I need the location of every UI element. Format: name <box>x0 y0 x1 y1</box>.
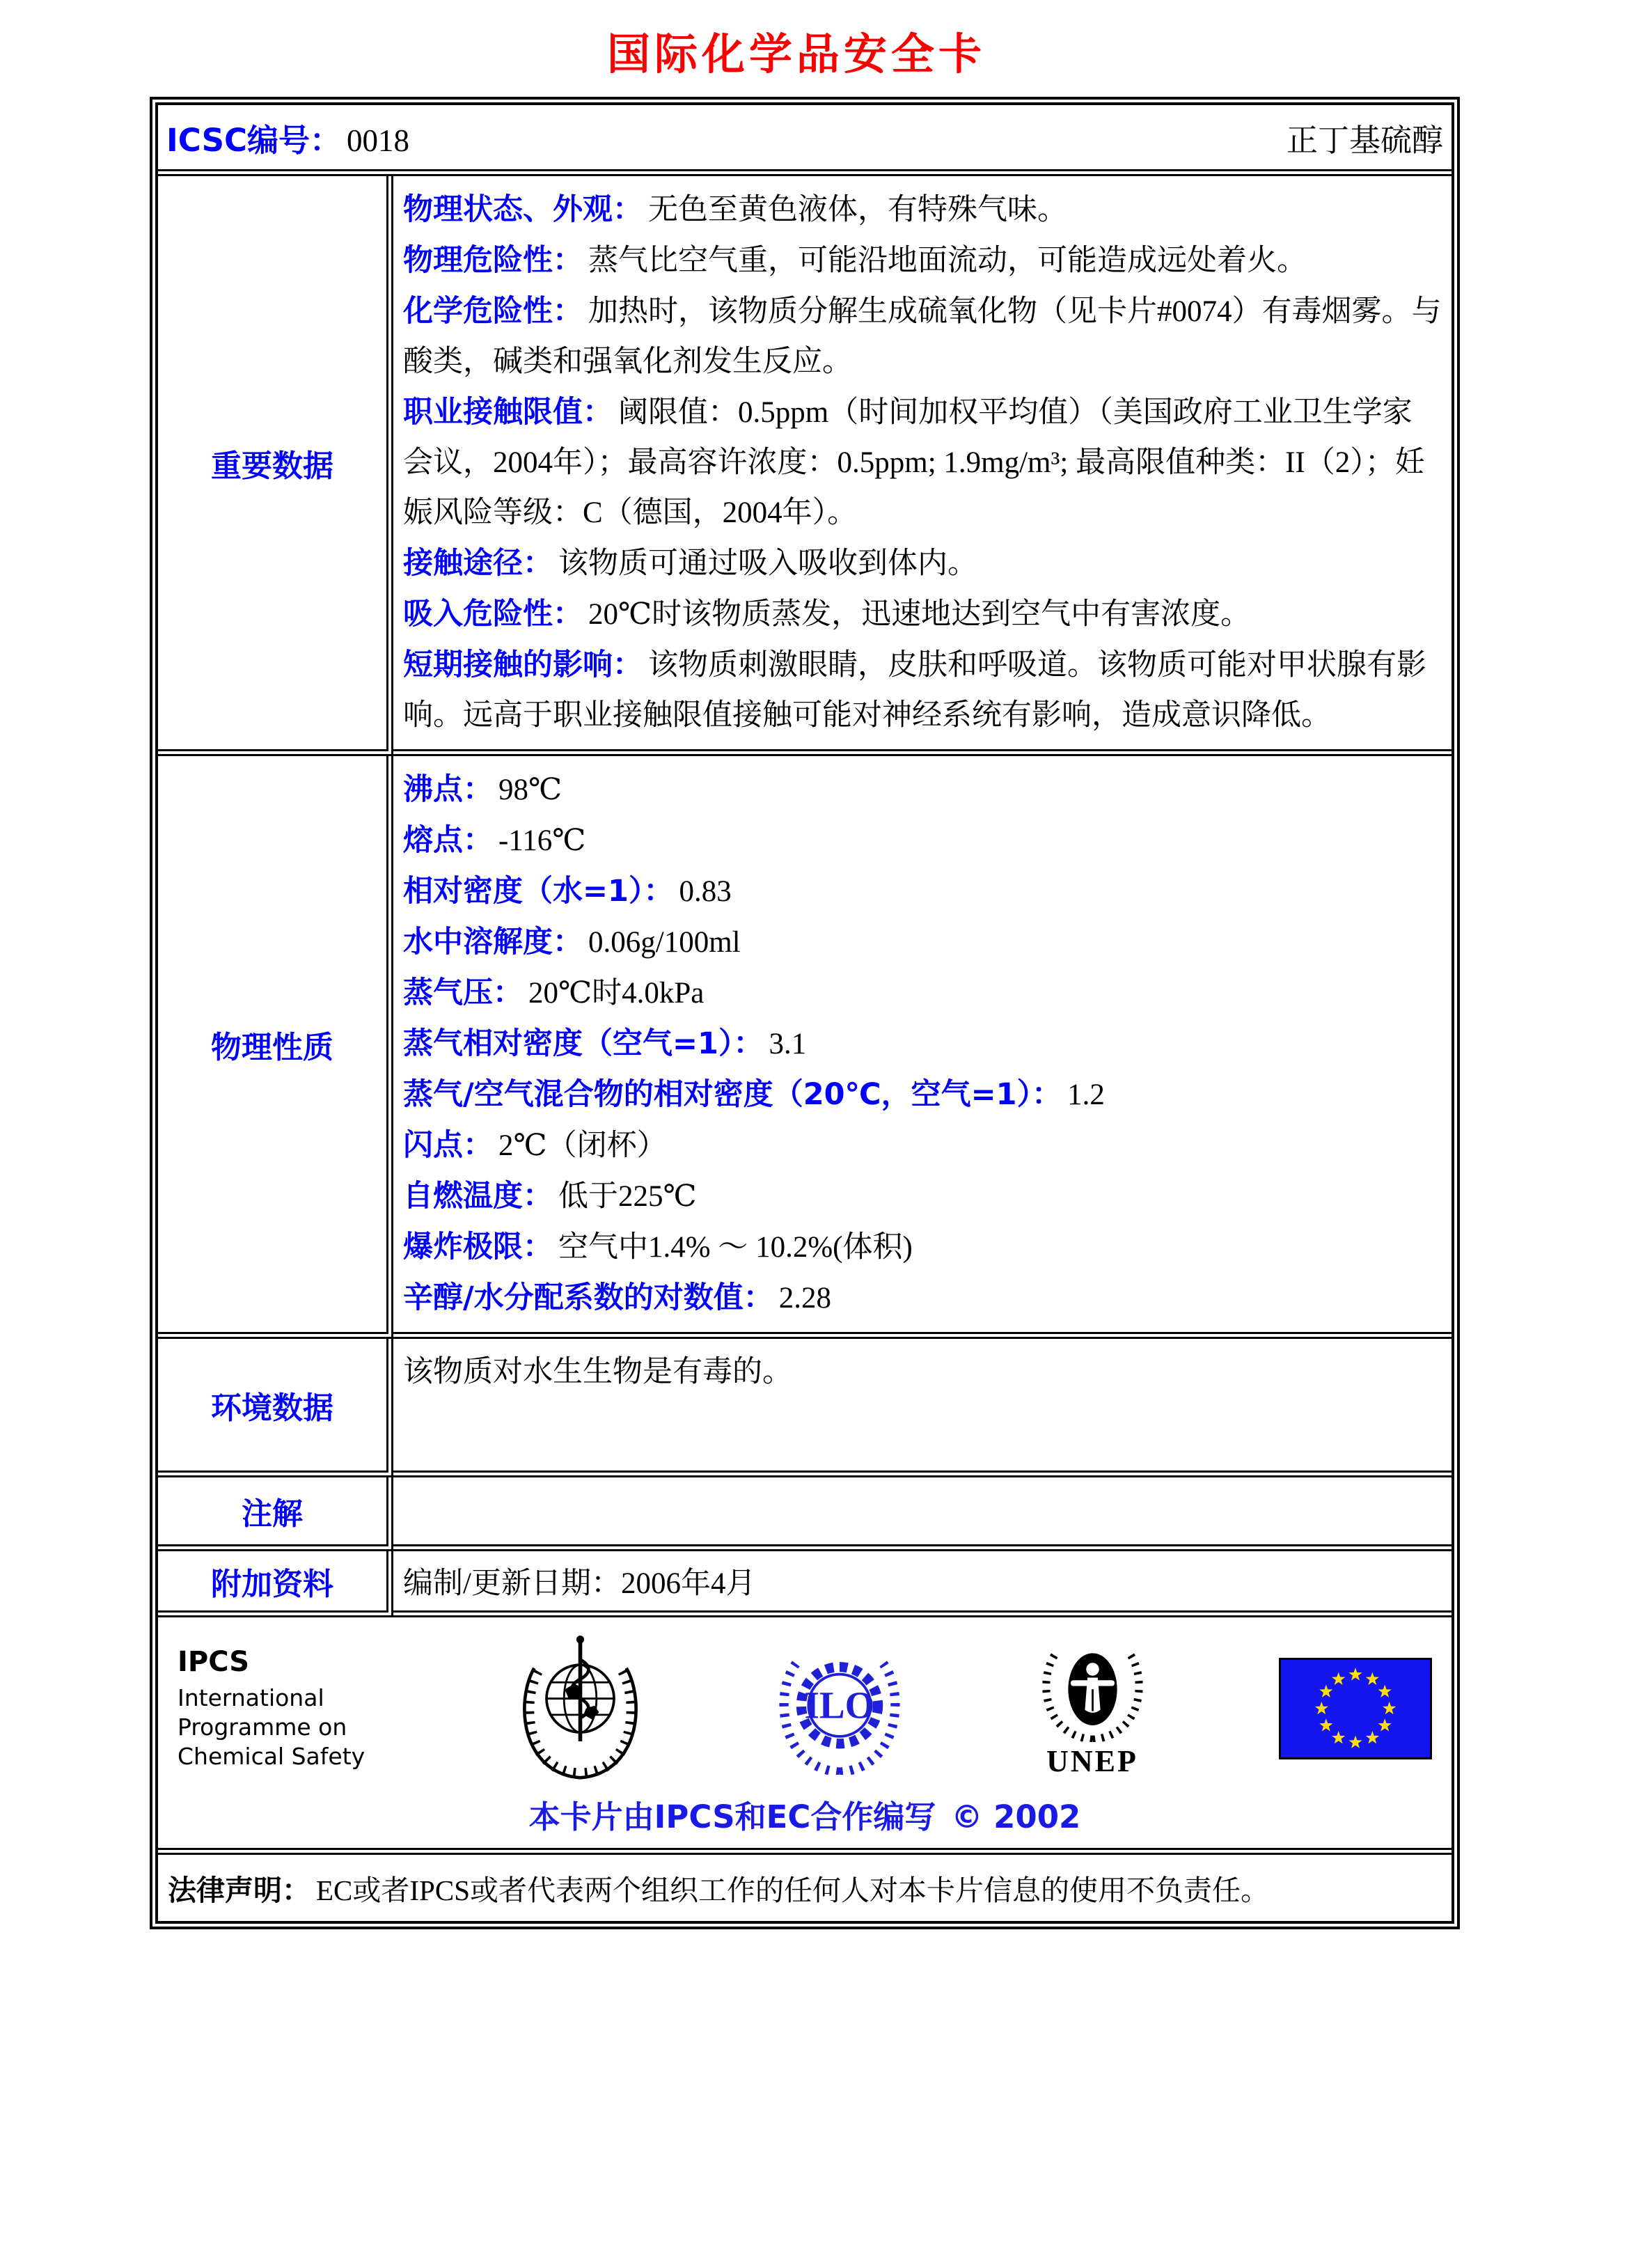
entry-label: 接触途径： <box>403 546 553 581</box>
data-entry <box>403 589 1442 640</box>
entry-text: 20℃时该物质蒸发，迅速地达到空气中有害浓度。 <box>588 598 1251 631</box>
entry-text: 0.83 <box>679 875 732 908</box>
entry-text: 该物质可通过吸入吸收到体内。 <box>558 547 977 580</box>
entry-text: 空气中1.4% ～ 10.2%(体积) <box>558 1231 913 1264</box>
section-label-environmental-data: 环境数据 <box>158 1339 393 1477</box>
entry-text: 2.28 <box>778 1282 831 1315</box>
entry-label: 闪点： <box>403 1128 493 1163</box>
entry-label: 物理危险性： <box>403 243 583 278</box>
logos-row <box>158 1617 1452 1855</box>
entry-label: 蒸气/空气混合物的相对密度（20℃，空气=1）： <box>403 1077 1062 1112</box>
legal-text: EC或者IPCS或者代表两个组织工作的任何人对本卡片信息的使用不负责任。 <box>316 1874 1269 1906</box>
data-entry <box>403 917 1442 968</box>
ipcs-title: IPCS <box>178 1646 250 1678</box>
environmental-data-content <box>393 1339 1452 1477</box>
data-entry <box>403 1120 1442 1171</box>
physical-properties-content <box>393 756 1452 1339</box>
entry-label: 自燃温度： <box>403 1179 553 1214</box>
ilo-logo-icon <box>773 1642 906 1775</box>
data-entry <box>403 185 1442 235</box>
entry-text: -116℃ <box>498 824 586 857</box>
entry-label: 辛醇/水分配系数的对数值： <box>403 1280 773 1315</box>
data-entry <box>403 1273 1442 1324</box>
icsc-number-group <box>166 115 409 160</box>
data-entry <box>403 815 1442 866</box>
data-entry <box>403 1222 1442 1273</box>
entry-text: 无色至黄色液体，有特殊气味。 <box>648 194 1067 226</box>
data-entry <box>403 1019 1442 1069</box>
additional-info-content <box>393 1551 1452 1617</box>
entry-label: 爆炸极限： <box>403 1230 553 1264</box>
entry-text: 阈限值：0.5ppm（时间加权平均值）（美国政府工业卫生学家会议，2004年）；最高容许浓度：0.5ppm; 1.9mg/m³; 最高限值种类：II（2）；妊娠风险等级：C（德国，2004年）。 <box>403 396 1425 529</box>
header-row <box>158 105 1452 176</box>
additional-info-text: 编制/更新日期：2006年4月 <box>403 1567 756 1600</box>
section-label-important-data: 重要数据 <box>158 176 393 756</box>
entry-label: 短期接触的影响： <box>403 648 643 682</box>
notes-content <box>393 1477 1452 1551</box>
entry-text: 3.1 <box>769 1028 807 1060</box>
credit-text: 本卡片由IPCS和EC合作编写 <box>528 1798 936 1835</box>
icsc-card-table <box>150 97 1460 1929</box>
section-label-physical-properties: 物理性质 <box>158 756 393 1339</box>
data-entry <box>403 538 1442 589</box>
entry-text: 蒸气比空气重，可能沿地面流动，可能造成远处着火。 <box>588 244 1307 277</box>
legal-row <box>158 1855 1452 1921</box>
entry-text: 低于225℃ <box>558 1180 697 1213</box>
environmental-data-text: 该物质对水生生物是有毒的。 <box>403 1356 792 1388</box>
entry-text: 该物质刺激眼睛，皮肤和呼吸道。该物质可能对甲状腺有影响。远高于职业接触限值接触可能对神经系统有影响，造成意识降低。 <box>403 649 1426 732</box>
entry-label: 水中溶解度： <box>403 925 583 959</box>
section-label-additional-info: 附加资料 <box>158 1551 393 1617</box>
data-entry <box>403 1171 1442 1222</box>
ipcs-block <box>178 1646 386 1771</box>
eu-flag-icon <box>1279 1658 1432 1759</box>
credit-line <box>158 1791 1452 1837</box>
entry-label: 蒸气相对密度（空气=1）： <box>403 1026 764 1061</box>
entry-text: 98℃ <box>498 774 563 806</box>
who-logo-icon <box>509 1631 652 1786</box>
entry-text: 2℃（闭杯） <box>498 1129 667 1162</box>
chemical-name: 正丁基硫醇 <box>1286 123 1443 158</box>
ipcs-line-3: Chemical Safety <box>178 1743 365 1770</box>
section-label-notes: 注解 <box>158 1477 393 1551</box>
unep-logo-icon <box>1028 1639 1157 1779</box>
entry-label: 沸点： <box>403 772 493 807</box>
icsc-number-value: 0018 <box>347 123 410 158</box>
data-entry <box>403 1069 1442 1120</box>
entry-text: 20℃时4.0kPa <box>528 977 705 1010</box>
entry-text: 1.2 <box>1067 1079 1105 1111</box>
ilo-logo-text: ILO <box>804 1684 875 1727</box>
data-entry <box>403 764 1442 815</box>
logos-line <box>158 1617 1452 1786</box>
important-data-content <box>393 176 1452 756</box>
entry-text: 加热时，该物质分解生成硫氧化物（见卡片#0074）有毒烟雾。与酸类，碱类和强氧化剂发生反应。 <box>403 295 1442 378</box>
entry-label: 化学危险性： <box>403 294 583 329</box>
entry-label: 职业接触限值： <box>403 395 613 430</box>
icsc-number-label: ICSC编号： <box>166 121 342 159</box>
data-entry <box>403 640 1442 741</box>
entry-text: 0.06g/100ml <box>588 926 741 959</box>
data-entry <box>403 866 1442 917</box>
unep-label: UNEP <box>1046 1743 1138 1778</box>
ipcs-line-2: Programme on <box>178 1713 347 1741</box>
entry-label: 熔点： <box>403 823 493 858</box>
ipcs-line-1: International <box>178 1684 324 1711</box>
data-entry <box>403 235 1442 286</box>
legal-label: 法律声明： <box>168 1874 310 1907</box>
entry-label: 相对密度（水=1）： <box>403 874 674 909</box>
data-entry <box>403 387 1442 538</box>
entry-label: 蒸气压： <box>403 975 523 1010</box>
data-entry <box>403 968 1442 1019</box>
page-title: 国际化学品安全卡 <box>606 29 986 79</box>
entry-label: 吸入危险性： <box>403 597 583 632</box>
entry-label: 物理状态、外观： <box>403 192 643 227</box>
data-entry <box>403 286 1442 387</box>
copyright-text: © 2002 <box>951 1798 1081 1835</box>
